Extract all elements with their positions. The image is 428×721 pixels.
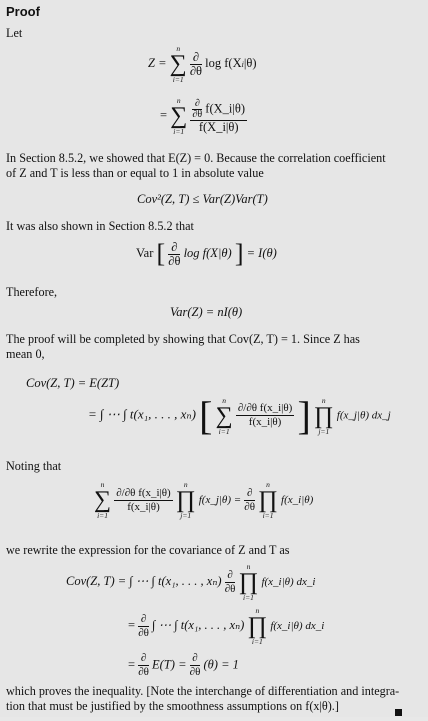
text-let: Let (6, 26, 23, 40)
likelihood-ratio-fraction: $\frac{\partial}{\partial\theta}$ f(X_i|θ) f(X_i|θ) (192, 97, 246, 134)
equation-integral-expansion: = ∫ ⋯ ∫ t(x₁, . . . , xₙ) [ n ∑ i=1 $\frac{\text{∂/∂θ f(x\_i|θ)}}{f(x\_i|\theta)}$ ] n ∏ j=1 f(x_j|θ) dx_j (88, 393, 391, 438)
equation-z-expanded: = n ∑ i=1 $\frac{\partial}{\partial\theta}$ f(X_i|θ) f(X_i|θ) (160, 96, 246, 136)
equation-var-z: Var(Z) = nI(θ) (170, 305, 243, 319)
eq1-lhs: Z = (148, 55, 167, 70)
equation-cov-line-3: = $\frac{\partial}{\partial\theta}$ E(T) = $\frac{\partial}{\partial\theta}$ (θ) = 1 (128, 652, 239, 678)
partial-fraction: $\frac{\partial}{\partial\theta}$ (189, 49, 203, 78)
text-proof-2: mean 0, (6, 347, 45, 361)
equation-z-definition: Z = n ∑ i=1 $\frac{\partial}{\partial\theta}$ log f(Xi|θ) (148, 44, 257, 84)
text-final-1: which proves the inequality. [Note the interchange of differentiation and integra- (6, 684, 400, 698)
text-section-1: In Section 8.5.2, we showed that E(Z) = 0. Because the correlation coefficient (6, 151, 386, 165)
proof-heading: Proof (6, 4, 40, 19)
equation-cov-zt: Cov(Z, T) = E(ZT) (26, 376, 120, 390)
equation-fisher-information: Var [ $\frac{\partial}{\partial\theta}$ log f(X|θ) ] = I(θ) (136, 239, 277, 268)
equation-product-derivative: n ∑ i=1 $\frac{\text{∂/∂θ f(x\_i|θ)}}{f(x\_i|\theta)}$ n ∏ j=1 f(x_j|θ) = $\frac{\partial}{\partial\theta}$ n ∏ i=1 f(x_i|θ) (94, 480, 314, 520)
qed-square-icon (395, 703, 402, 721)
equation-cov-line-1: Cov(Z, T) = ∫ ⋯ ∫ t(x₁, . . . , xₙ) $\frac{\partial}{\partial\theta}$ n ∏ i=1 f(x_i|θ) dx_i (66, 562, 316, 602)
text-rewrite: we rewrite the expression for the covariance of Z and T as (6, 543, 290, 557)
equation-cov-inequality: Cov²(Z, T) ≤ Var(Z)Var(T) (137, 192, 268, 206)
text-therefore: Therefore, (6, 285, 58, 299)
text-final-2: tion that must be justified by the smoothness assumptions on f(x|θ).] (6, 699, 339, 713)
sum-symbol: n ∑ i=1 (169, 44, 187, 84)
text-proof-1: The proof will be completed by showing that Cov(Z, T) = 1. Since Z has (6, 332, 360, 346)
text-also-shown: It was also shown in Section 8.5.2 that (6, 219, 194, 233)
text-noting: Noting that (6, 459, 62, 473)
equation-cov-line-2: = $\frac{\partial}{\partial\theta}$ ∫ ⋯ ∫ t(x₁, . . . , xₙ) n ∏ i=1 f(x_i|θ) dx_i (128, 606, 325, 646)
text-section-2: of Z and T is less than or equal to 1 in absolute value (6, 166, 264, 180)
eq1-log: log f(X (205, 55, 242, 70)
